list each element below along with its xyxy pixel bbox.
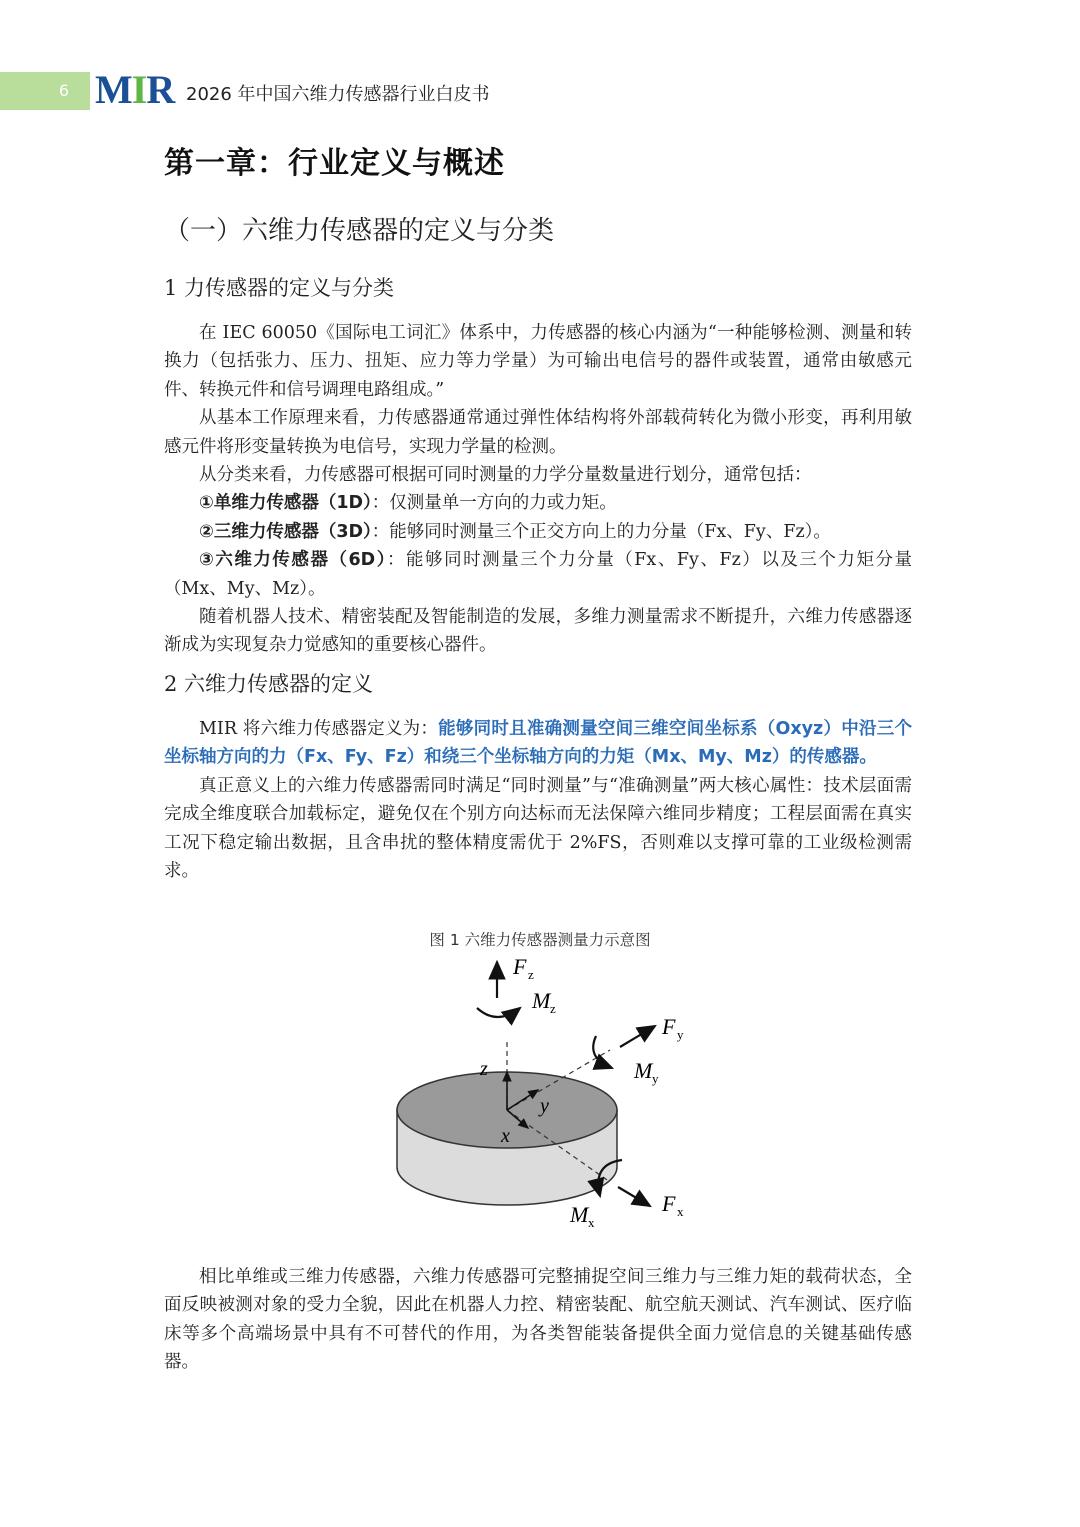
fy-label: F: [662, 1014, 676, 1039]
list-item: ②三维力传感器（3D）：能够同时测量三个正交方向上的力分量（Fx、Fy、Fz）。: [199, 521, 831, 542]
page-number: 6: [58, 81, 70, 100]
mir-logo: MIR: [95, 67, 175, 112]
paragraph: 随着机器人技术、精密装配及智能制造的发展，多维力测量需求不断提升，六维力传感器逐渐成为实现复杂力觉感知的重要核心器件。: [164, 607, 912, 656]
mz-label: M: [532, 988, 551, 1013]
subsection-2-title: 2 六维力传感器的定义: [164, 672, 374, 696]
my-arrow: [593, 1036, 612, 1068]
mx-label: M: [570, 1202, 589, 1227]
fz-label: F: [513, 954, 527, 979]
definition-highlight: 能够同时且准确测量空间三维空间坐标系（Oxyz）中沿三个坐标轴方向的力（Fx、Fy、Fz）和绕三个坐标轴方向的力矩（Mx、My、Mz）的传感器。: [164, 719, 912, 768]
closing-section: [164, 1263, 912, 1377]
subsection-2: [164, 668, 912, 885]
fx-subscript: x: [677, 1204, 684, 1219]
list-item: ③六维力传感器（6D）：能够同时测量三个力分量（Fx、Fy、Fz）以及三个力矩分量（Mx、My、Mz）。: [164, 550, 912, 599]
six-axis-force-diagram: [380, 950, 710, 1240]
fy-arrow: [620, 1026, 655, 1047]
fz-subscript: z: [528, 967, 534, 982]
subsection-1: [164, 272, 912, 660]
my-subscript: y: [652, 1071, 659, 1086]
mz-arrow: [477, 1008, 520, 1017]
mx-subscript: x: [588, 1215, 595, 1230]
mz-subscript: z: [550, 1001, 556, 1016]
fy-subscript: y: [677, 1027, 684, 1042]
document-title: 2026 年中国六维力传感器行业白皮书: [186, 84, 490, 105]
chapter-title: 第一章：行业定义与概述: [164, 146, 505, 181]
list-item: ①单维力传感器（1D）：仅测量单一方向的力或力矩。: [199, 493, 617, 514]
paragraph: 真正意义上的六维力传感器需同时满足“同时测量”与“准确测量”两大核心属性：技术层面需完成全维度联合加载标定，避免仅在个别方向达标而无法保障六维同步精度；工程层面需在真实工况下稳定输出数据，且含串扰的整体精度需优于 2%FS，否则难以支撑可靠的工业级检测需求。: [164, 775, 912, 882]
paragraph: 从基本工作原理来看，力传感器通常通过弹性体结构将外部载荷转化为微小形变，再利用敏感元件将形变量转换为电信号，实现力学量的检测。: [164, 408, 912, 457]
z-axis-label: z: [480, 1058, 488, 1080]
y-axis-label: y: [540, 1095, 549, 1117]
subsection-1-title: 1 力传感器的定义与分类: [164, 276, 395, 300]
paragraph: 在 IEC 60050《国际电工词汇》体系中，力传感器的核心内涵为“一种能够检测、测量和转换力（包括张力、压力、扭矩、应力等力学量）为可输出电信号的器件或装置，通常由敏感元件、转换元件和信号调理电路组成。”: [164, 323, 912, 400]
definition-paragraph: MIR 将六维力传感器定义为：能够同时且准确测量空间三维空间坐标系（Oxyz）中沿三个坐标轴方向的力（Fx、Fy、Fz）和绕三个坐标轴方向的力矩（Mx、My、Mz）的传感器。: [164, 719, 912, 768]
fx-label: F: [662, 1191, 676, 1216]
section-title: （一）六维力传感器的定义与分类: [164, 216, 555, 246]
paragraph: 从分类来看，力传感器可根据可同时测量的力学分量数量进行划分，通常包括：: [199, 465, 812, 486]
fx-arrow: [618, 1187, 650, 1206]
x-axis-label: x: [501, 1125, 510, 1147]
figure-caption: 图 1 六维力传感器测量力示意图: [429, 931, 651, 949]
my-label: M: [634, 1058, 653, 1083]
paragraph: 相比单维或三维力传感器，六维力传感器可完整捕捉空间三维力与三维力矩的载荷状态，全面反映被测对象的受力全貌，因此在机器人力控、精密装配、航空航天测试、汽车测试、医疗临床等多个高端场景中具有不可替代的作用，为各类智能装备提供全面力觉信息的关键基础传感器。: [164, 1267, 912, 1373]
